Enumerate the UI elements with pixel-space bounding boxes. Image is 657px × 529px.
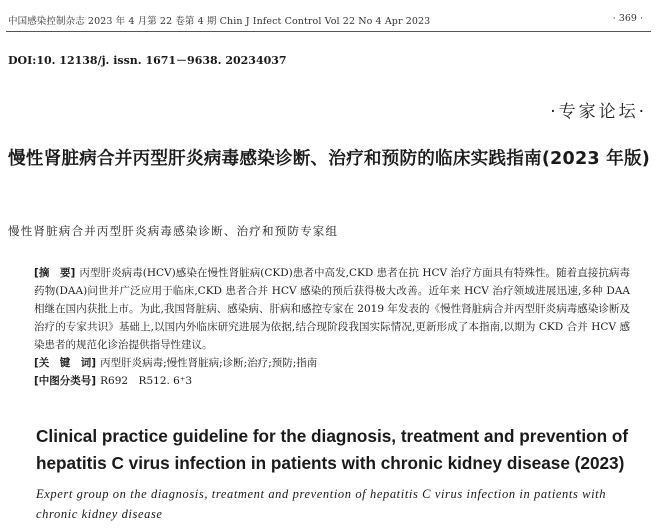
doi: DOI:10. 12138/j. issn. 1671－9638. 20234037: [8, 54, 287, 67]
title-chinese: 慢性肾脏病合并丙型肝炎病毒感染诊断、治疗和预防的临床实践指南(2023 年版): [8, 149, 650, 169]
keywords: [34, 354, 630, 372]
keywords-label: [关 键 词]: [34, 357, 97, 369]
journal-info: 中国感染控制杂志 2023 年 4 月第 22 卷第 4 期 Chin J Infect Control Vol 22 No 4 Apr 2023: [8, 16, 431, 27]
running-header: [8, 13, 649, 29]
keywords-text: 丙型肝炎病毒;慢性肾脏病;诊断;治疗;预防;指南: [100, 357, 318, 369]
authors-chinese: 慢性肾脏病合并丙型肝炎病毒感染诊断、治疗和预防专家组: [8, 224, 339, 238]
abstract-label: [摘 要]: [34, 267, 76, 279]
classification-label: [中图分类号]: [34, 375, 97, 387]
title-english: Clinical practice guideline for the diagnosis, treatment and prevention of hepatitis C virus infection in patients with chronic kidney disease (2023): [36, 426, 629, 473]
abstract: [34, 264, 630, 354]
classification-text: R692 R512. 6⁺3: [100, 375, 193, 387]
authors-english: Expert group on the diagnosis, treatment and prevention of hepatitis C virus infection in patients with chronic kidney disease: [36, 487, 607, 521]
column-label: ·专家论坛·: [550, 102, 647, 122]
page-number: · 369 ·: [612, 13, 643, 24]
abstract-text: 丙型肝炎病毒(HCV)感染在慢性肾脏病(CKD)患者中高发,CKD 患者在抗 HCV 治疗方面具有特殊性。随着直接抗病毒药物(DAA)问世并广泛应用于临床,CKD 患者合并 HCV 感染的预后获得极大改善。近年来 HCV 治疗领域进展迅速,多种 DAA 相继在国内获批上市。为此,我国肾脏病、感染病、肝病和感控专家在 2019 年发表的《慢性肾脏病合并丙型肝炎病毒感染诊断及治疗的专家共识》基础上,以国内外临床研究进展为依据,结合现阶段我国实际情况,更新形成了本指南,以期为 CKD 合并 HCV 感染患者的规范化诊治提供指导性建议。: [34, 267, 630, 351]
abstract-block: [34, 264, 630, 390]
classification: [34, 372, 630, 390]
header-rule: [6, 31, 651, 32]
